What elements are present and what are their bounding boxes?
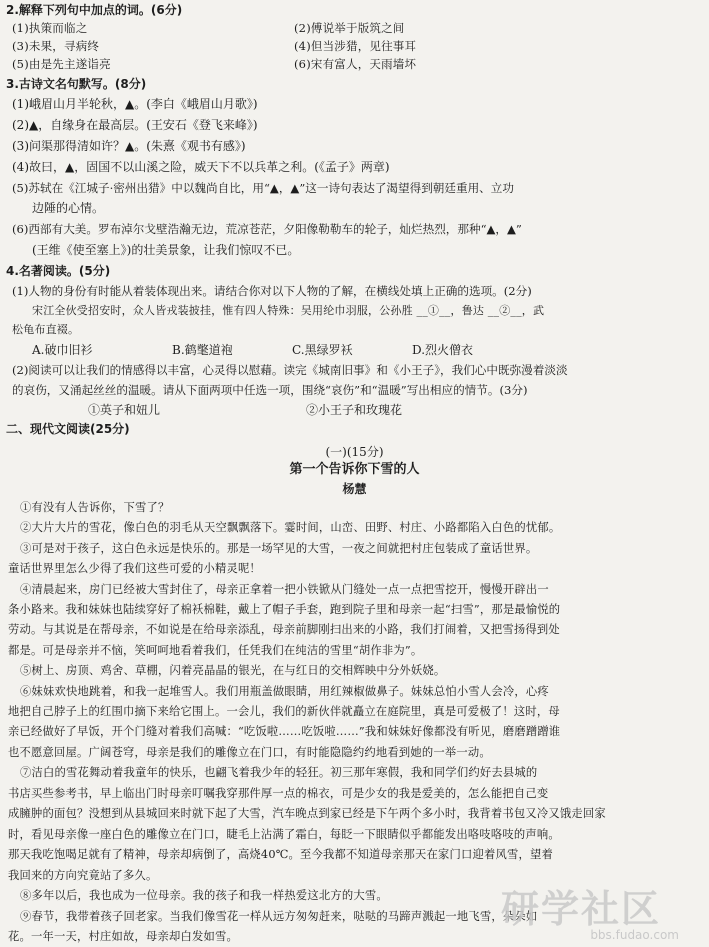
article-line: 亲已经做好了早饭，开个门缝对着我们高喊：“吃饭啦……吃饭啦……”我和妹妹好像都没有听见，磨磨蹭蹭谁 bbox=[8, 725, 561, 738]
q4-option-a: A.破巾旧衫 bbox=[32, 343, 93, 357]
q4-option-d: D.烈火僧衣 bbox=[412, 343, 474, 357]
q3-line-6: 边陲的心情。 bbox=[32, 201, 105, 215]
q4-p2-line-1: (2)阅读可以让我们的情感得以丰富，心灵得以慰藉。读完《城南旧事》和《小王子》，我们心中既弥漫着淡淡 bbox=[12, 363, 568, 377]
article-line: ⑦洁白的雪花舞动着我童年的快乐，也翩飞着我少年的轻狂。初三那年寒假，我和同学们约好去县城的 bbox=[20, 766, 538, 779]
q4-p1: (1)人物的身份有时能从着装体现出来。请结合你对以下人物的了解，在横线处填上正确的选项。(2分) bbox=[12, 284, 532, 298]
q2-item-2: (2)傅说举于版筑之间 bbox=[294, 21, 405, 35]
article-line: 地把自己脖子上的红围巾摘下来给它围上。一会儿，我们的新伙伴就矗立在庭院里，真是可爱极了！这时，母 bbox=[8, 705, 560, 718]
article-line: 时，看见母亲像一座白色的雕像立在门口，睫毛上沾满了霜白，每眨一下眼睛似乎都能发出咯吱咯吱的声响。 bbox=[8, 828, 560, 841]
q3-line-1: (1)峨眉山月半轮秋，▲。(李白《峨眉山月歌》) bbox=[12, 97, 258, 111]
q3-line-4: (4)故曰，▲，固国不以山溪之险，威天下不以兵革之利。(《孟子》两章) bbox=[12, 160, 390, 174]
watermark-logo-text: 研学社区 bbox=[501, 887, 662, 931]
article-line: ⑧多年以后，我也成为一位母亲。我的孩子和我一样热爱这北方的大雪。 bbox=[20, 889, 388, 902]
q4-p1-quote-1: 宋江全伙受招安时，众人皆戎装披挂，惟有四人特殊：吴用纶巾羽服，公孙胜 __①__，鲁达 __②__，武 bbox=[32, 304, 545, 317]
q3-title: 3.古诗文名句默写。(8分) bbox=[6, 77, 147, 91]
q2-item-5: (5)由是先主遂诣亮 bbox=[12, 57, 111, 71]
article-line: ⑥妹妹欢快地跳着，和我一起堆雪人。我们用瓶盖做眼睛，用红辣椒做鼻子。妹妹总怕小雪人会冷，心疼 bbox=[20, 685, 549, 698]
article-line: ⑤树上、房顶、鸡舍、草棚，闪着亮晶晶的银光，在与红日的交相辉映中分外妖娆。 bbox=[20, 664, 446, 677]
article-title: 第一个告诉你下雪的人 bbox=[289, 462, 420, 477]
part2-title: 二、现代文阅读(25分) bbox=[6, 422, 130, 436]
watermark-url: bbs.fudao.com bbox=[590, 928, 679, 942]
q4-p2-line-2: 的哀伤，又涌起丝丝的温暖。请从下面两项中任选一项，围绕“哀伤”和“温暖”写出相应的情节。(3分) bbox=[12, 383, 528, 397]
q4-option-c: C.黑绿罗袄 bbox=[292, 343, 353, 357]
q2-item-1: (1)执策而临之 bbox=[12, 21, 88, 35]
site-watermark bbox=[501, 889, 691, 941]
q4-p1-quote-2: 松龟布直裰。 bbox=[12, 323, 80, 336]
article-line: 成臃肿的面包？没想到从县城回来时就下起了大雪，汽车晚点到家已经是下午两个多小时，我背着书包又冷又饿走回家 bbox=[8, 807, 606, 820]
q4-option-b: B.鹤氅道袍 bbox=[172, 343, 233, 357]
article-line: 书店买些参考书，早上临出门时母亲叮嘱我穿那件厚一点的棉衣，可是少女的我是爱美的，怎么能把自己变 bbox=[8, 787, 549, 800]
article-line: 那天我吃饱喝足就有了精神，母亲却病倒了，高烧40℃。至今我都不知道母亲那天在家门口迎着风雪，望着 bbox=[8, 848, 553, 861]
article-line: ④清晨起来，房门已经被大雪封住了，母亲正拿着一把小铁锨从门缝处一点一点把雪挖开，慢慢开辟出一 bbox=[20, 583, 549, 596]
q2-item-3: (3)未果，寻病终 bbox=[12, 39, 100, 53]
q3-line-5: (5)苏轼在《江城子·密州出猎》中以魏尚自比，用“▲，▲”这一诗句表达了渴望得到朝廷重用、立功 bbox=[12, 181, 514, 195]
article-line: 花。一年一天，村庄如故，母亲却白发如雪。 bbox=[8, 930, 238, 943]
article-line: 我回来的方向究竟站了多久。 bbox=[8, 869, 158, 882]
q4-choice-2: ②小王子和玫瑰花 bbox=[306, 403, 403, 417]
article-line: 童话世界里怎么少得了我们这些可爱的小精灵呢！ bbox=[8, 562, 261, 575]
article-author: 杨慧 bbox=[342, 482, 367, 496]
q4-title: 4.名著阅读。(5分) bbox=[6, 264, 111, 278]
article-line: 都是。可是母亲并不恼，笑呵呵地看着我们，任凭我们在纯洁的雪里“胡作非为”。 bbox=[8, 644, 423, 657]
article-line: ①有没有人告诉你，下雪了？ bbox=[20, 501, 170, 514]
article-line: 劳动。与其说是在帮母亲，不如说是在给母亲添乱，母亲前脚刚扫出来的小路，我们打闹着，又把雪扬得到处 bbox=[8, 623, 560, 636]
q4-choice-1: ①英子和妞儿 bbox=[88, 403, 161, 417]
article-line: ②大片大片的雪花，像白色的羽毛从天空飘飘落下。霎时间，山峦、田野、村庄、小路都陷入白色的忧郁。 bbox=[20, 521, 561, 534]
part2-subsection: (一)(15分) bbox=[325, 445, 384, 459]
article-line: 也不愿意回屋。广阔苍穹，母亲是我们的雕像立在门口，有时能隐隐约约地看到她的一举一动。 bbox=[8, 746, 491, 759]
q2-title: 2.解释下列句中加点的词。(6分) bbox=[6, 3, 183, 17]
q3-line-3: (3)问渠那得清如许？▲。(朱熹《观书有感》) bbox=[12, 139, 246, 153]
q3-line-8: (王维《使至塞上》)的壮美景象，让我们惊叹不已。 bbox=[32, 243, 300, 257]
article-line: ③可是对于孩子，这白色永远是快乐的。那是一场罕见的大雪，一夜之间就把村庄包装成了童话世界。 bbox=[20, 542, 538, 555]
q2-item-6: (6)宋有富人，天雨墙坏 bbox=[294, 57, 417, 71]
q3-line-7: (6)西部有大美。罗布淖尔戈壁浩瀚无边，荒凉苍茫，夕阳像勒勒车的轮子，灿烂热烈，那种“▲，▲” bbox=[12, 222, 522, 236]
article-line: ⑨春节，我带着孩子回老家。当我们像雪花一样从远方匆匆赶来，哒哒的马蹄声溅起一地飞雪，朵朵如 bbox=[20, 910, 538, 923]
article-line: 条小路来。我和妹妹也陆续穿好了棉袄棉鞋，戴上了帽子手套，跑到院子里和母亲一起“扫雪”，那是最愉悦的 bbox=[8, 603, 561, 616]
q2-item-4: (4)但当涉猎，见往事耳 bbox=[294, 39, 417, 53]
q3-line-2: (2)▲，自缘身在最高层。(王安石《登飞来峰》) bbox=[12, 118, 258, 132]
